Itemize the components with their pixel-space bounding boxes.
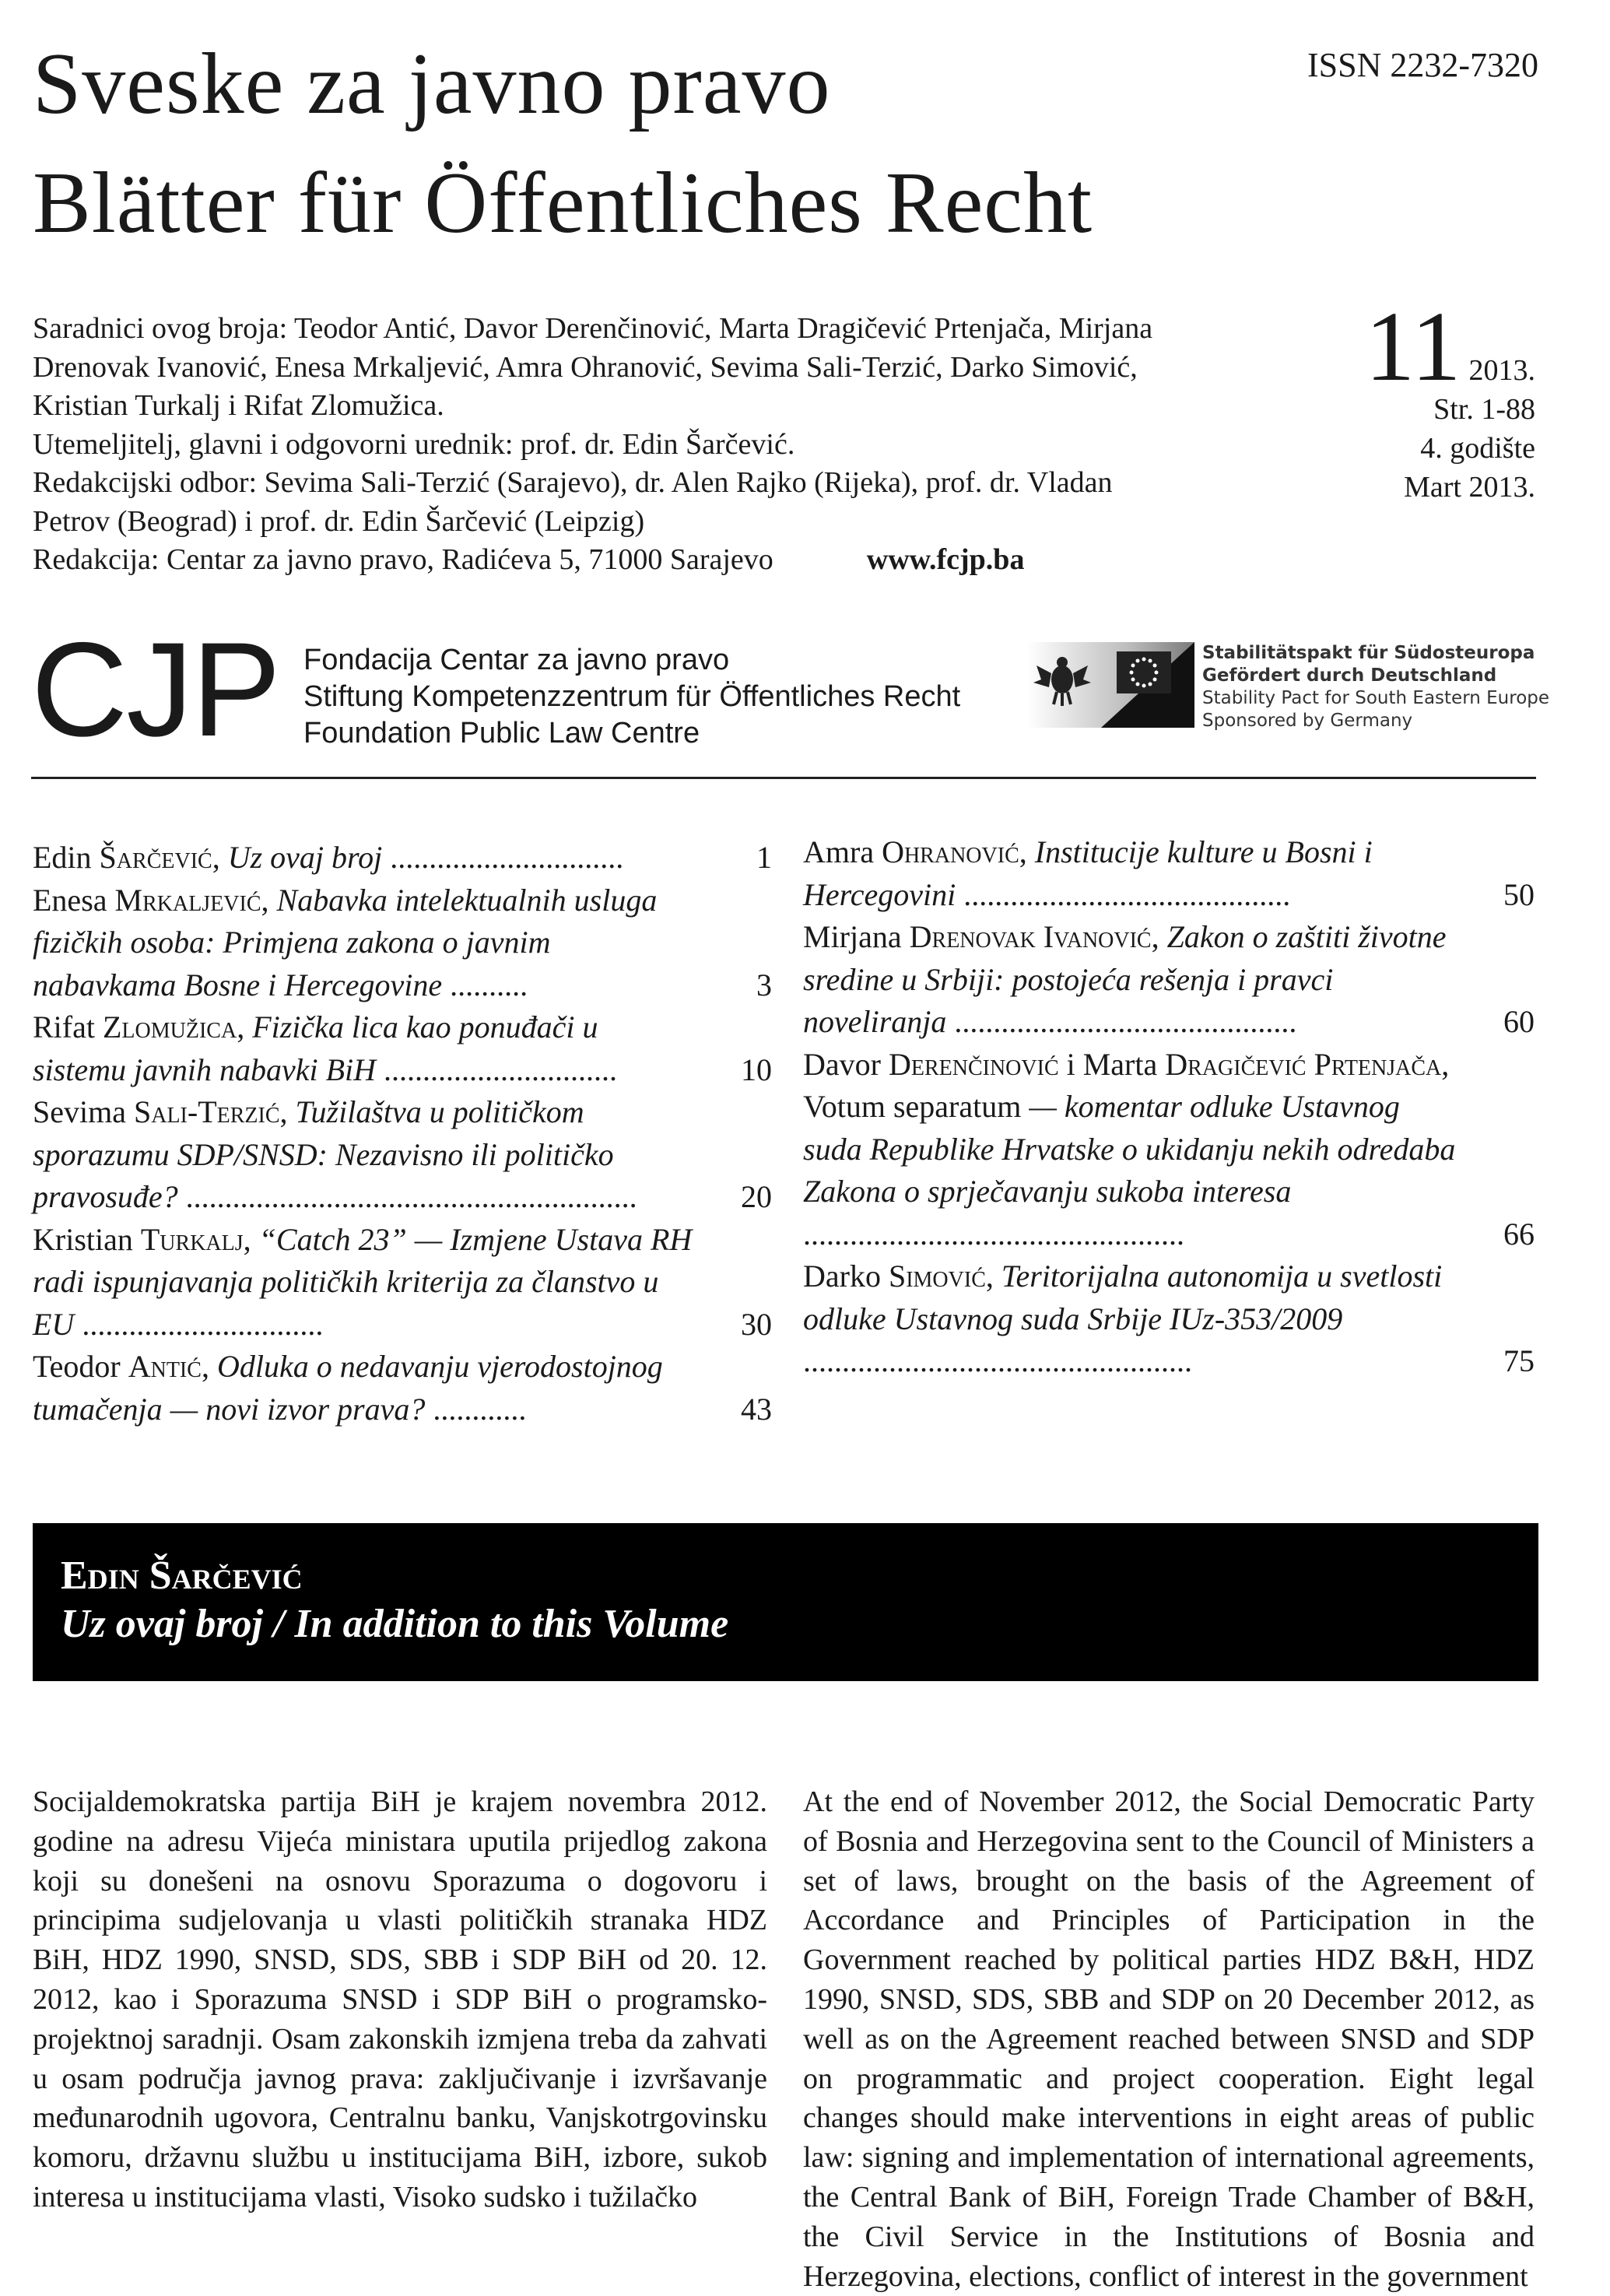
toc-entry[interactable]: Rifat Zlomužica, Fizička lica kao ponuđači u sistemu javnih nabavki BiH .............................. 10 (33, 1006, 772, 1091)
sponsor-line: Sponsored by Germany (1202, 711, 1413, 731)
toc-page: 1 (756, 840, 772, 875)
address-line (33, 541, 1309, 580)
body-text-english: At the end of November 2012, the Social Democratic Party of Bosnia and Herzegovina sent to the Council of Ministers a set of laws, brought on the basis of the Agreement of Accordance and Principles of Participation in the Government reached by political parties HDZ B&H, HDZ 1990, SNSD, SDS, SBB and SDP on 20 December 2012, as well as on the Agreement reached between SNSD and SDP on programmatic and project cooperation. Eight legal changes should make interventions in eight areas of public law: signing and implementation of international agreements, the Central Bank of BiH, Foreign Trade Chamber of B&H, the Civil Service in the Institutions of Bosnia and Herzegovina, elections, conflict of interest in the government (803, 1785, 1535, 2293)
toc-right (803, 831, 1535, 1383)
toc-title: Zakon o zaštiti životne sredine u Srbiji: postojeća rešenja i pravci noveliranja (803, 919, 1447, 1039)
address: Redakcija: Centar za javno pravo, Radićeva 5, 71000 Sarajevo (33, 543, 773, 576)
toc-author: Sali-Terzić (133, 1094, 280, 1129)
toc-author: Dragičević Prtenjača (1165, 1046, 1442, 1082)
sponsor-line: Stability Pact for South Eastern Europe (1202, 688, 1550, 708)
masthead-line: Petrov (Beograd) i prof. dr. Edin Šarčević (Leipzig) (33, 504, 645, 538)
issue-pages: Str. 1-88 (1433, 393, 1535, 426)
article-author: Edin Šarčević (61, 1553, 303, 1598)
masthead-line: Kristian Turkalj i Rifat Zlomužica. (33, 389, 444, 422)
toc-entry[interactable]: Mirjana Drenovak Ivanović, Zakon o zaštiti životne sredine u Srbiji: postojeća rešenja i pravci noveliranja ............................................ 60 (803, 916, 1535, 1044)
toc-page: 66 (1503, 1216, 1535, 1252)
toc-author: Šarčević (99, 840, 212, 875)
toc-title: “Catch 23” — Izmjene Ustava RH radi ispunjavanja političkih kriterija za članstvo u EU (33, 1221, 693, 1342)
toc-title: Teritorijalna autonomija u svetlosti odluke Ustavnog suda Srbije IUz-353/2009 (803, 1259, 1443, 1336)
stability-pact-logo (1027, 642, 1194, 732)
issue-number: 11 (1365, 291, 1461, 402)
body-text-bosnian: Socijaldemokratska partija BiH je krajem novembra 2012. godine na adresu Vijeća ministara uputila prijedlog zakona koji su donešeni na osnovu Sporazuma o dogovoru i principima sudjelovanja u vlasti političkih stranaka HDZ BiH, HDZ 1990, SNSD, SDS, SBB i SDP BiH od 20. 12. 2012, kao i Sporazuma SNSD i SDP BiH o programsko-projektnoj saradnji. Osam zakonskih izmjena treba da zahvati u osam područja javnog prava: zaključivanje i izvršavanje međunarodnih ugovora, Centralnu banku, Vanjskotrgovinsku komoru, državnu službu u institucijama BiH, izbore, sukob interesa u institucijama vlasti, Visoko sudsko i tužilačko (33, 1785, 767, 2213)
sponsor-line: Gefördert durch Deutschland (1202, 665, 1497, 686)
toc-title: Institucije kulture u Bosni i Hercegovini (803, 834, 1373, 912)
issue-year: 2013. (1468, 354, 1535, 387)
masthead-line: Drenovak Ivanović, Enesa Mrkaljević, Amra Ohranović, Sevima Sali-Terzić, Darko Simović, (33, 350, 1138, 384)
toc-author: Zlomužica (102, 1009, 237, 1044)
toc-title: Tužilaštva u političkom sporazumu SDP/SNSD: Nezavisno ili političko pravosuđe? (33, 1094, 614, 1214)
toc-left (33, 837, 772, 1431)
toc-page: 60 (1503, 1004, 1535, 1039)
toc-entry[interactable]: Sevima Sali-Terzić, Tužilaštva u političkom sporazumu SDP/SNSD: Nezavisno ili političko pravosuđe? .......................................................... 20 (33, 1091, 772, 1219)
toc-page: 50 (1503, 876, 1535, 912)
toc-entry[interactable]: Edin Šarčević, Uz ovaj broj .............................. 1 (33, 837, 772, 879)
sponsor-text (1202, 642, 1549, 732)
toc-author: Turkalj (140, 1221, 244, 1257)
toc-entry[interactable]: Darko Simović, Teritorijalna autonomija u svetlosti odluke Ustavnog suda Srbije IUz-353/2009 .................................................. 75 (803, 1255, 1535, 1383)
sponsor-line: Stabilitätspakt für Südosteuropa (1202, 643, 1535, 663)
journal-title: Sveske za javno pravo (33, 36, 831, 132)
toc-page: 43 (741, 1391, 772, 1427)
toc-page: 3 (756, 967, 772, 1002)
toc-title: Fizička lica kao ponuđači u sistemu javnih nabavki BiH (33, 1009, 598, 1087)
foundation-line: Foundation Public Law Centre (303, 717, 700, 750)
cjp-logo: CJP (31, 615, 279, 764)
masthead-line: Redakcijski odbor: Sevima Sali-Terzić (Sarajevo), dr. Alen Rajko (Rijeka), prof. dr. Vladan (33, 466, 1113, 499)
website-link[interactable]: www.fcjp.ba (866, 543, 1025, 576)
masthead-line: Utemeljitelj, glavni i odgovorni urednik: prof. dr. Edin Šarčević. (33, 427, 795, 461)
journal-subtitle: Blätter für Öffentliches Recht (33, 155, 1093, 251)
divider (31, 777, 1536, 779)
issn: ISSN 2232-7320 (1307, 46, 1538, 84)
toc-entry[interactable]: Teodor Antić, Odluka o nedavanju vjerodostojnog tumačenja — novi izvor prava? ............ 43 (33, 1346, 772, 1431)
toc-author: Ohranović (882, 834, 1019, 869)
toc-title: Uz ovaj broj (227, 840, 383, 875)
foundation-line: Stiftung Kompetenzzentrum für Öffentliches Recht (303, 680, 961, 713)
toc-page: 30 (741, 1306, 772, 1342)
toc-title: Odluka o nedavanju vjerodostojnog tumačenja — novi izvor prava? (33, 1349, 663, 1427)
masthead (33, 310, 1309, 580)
article-title: Uz ovaj broj / In addition to this Volume (61, 1602, 729, 1646)
masthead-line: Saradnici ovog broja: Teodor Antić, Davor Derenčinović, Marta Dragičević Prtenjača, Mirjana (33, 312, 1153, 345)
toc-title: Nabavka intelektualnih usluga fizičkih osoba: Primjena zakona o javnim nabavkama Bosne i Hercegovine (33, 882, 658, 1002)
toc-author: Drenovak Ivanović (909, 919, 1152, 954)
article-heading (33, 1523, 1538, 1681)
toc-author: Antić (128, 1349, 202, 1384)
issue-date: Mart 2013. (1404, 471, 1535, 504)
issue-info (1365, 291, 1535, 507)
toc-page: 20 (741, 1179, 772, 1214)
foundation-line: Fondacija Centar za javno pravo (303, 644, 730, 676)
toc-entry[interactable]: Davor Derenčinović i Marta Dragičević Prtenjača, Votum separatum — komentar odluke Ustavnog suda Republike Hrvatske o ukidanju nekih odredaba Zakona o sprječavanju sukoba interesa ................................................. 66 (803, 1044, 1535, 1256)
toc-page: 10 (741, 1051, 772, 1087)
issue-volume: 4. godište (1420, 432, 1535, 465)
toc-author: Mrkaljević (114, 882, 261, 918)
toc-author: Simović (888, 1259, 986, 1294)
toc-entry[interactable]: Amra Ohranović, Institucije kulture u Bosni i Hercegovini .......................................... 50 (803, 831, 1535, 916)
toc-page: 75 (1503, 1343, 1535, 1378)
toc-author: Derenčinović (888, 1046, 1059, 1082)
toc-title: — komentar odluke Ustavnog suda Republike Hrvatske o ukidanju nekih odredaba Zakona o sprječavanju sukoba interesa (803, 1089, 1456, 1209)
toc-entry[interactable]: Enesa Mrkaljević, Nabavka intelektualnih usluga fizičkih osoba: Primjena zakona o javnim nabavkama Bosne i Hercegovine .......... 3 (33, 879, 772, 1007)
foundation-names (303, 642, 960, 752)
toc-entry[interactable]: Kristian Turkalj, “Catch 23” — Izmjene Ustava RH radi ispunjavanja političkih kriterija za članstvo u EU ............................... 30 (33, 1219, 772, 1346)
